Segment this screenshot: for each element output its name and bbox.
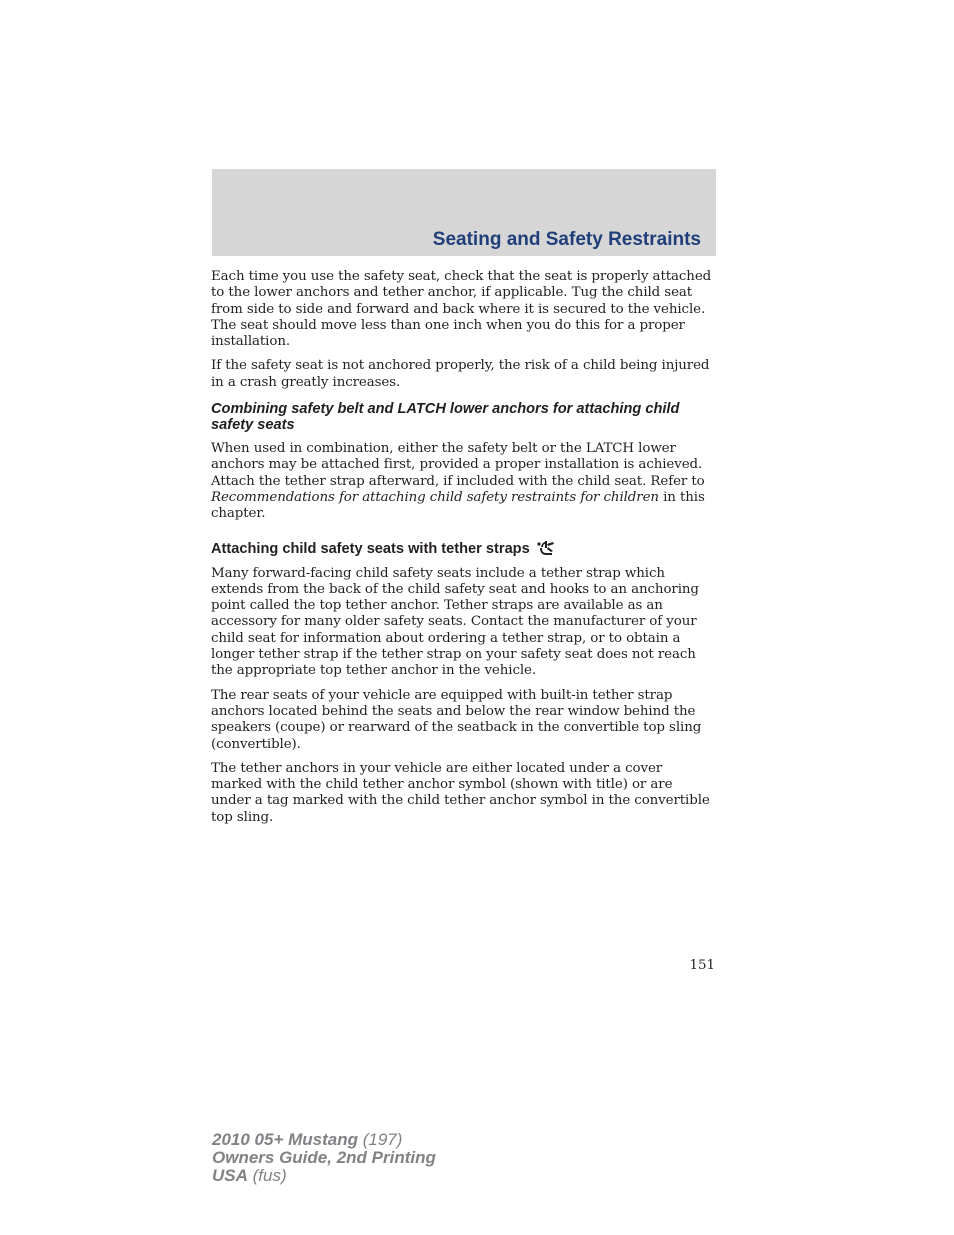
section-header-band (212, 169, 716, 256)
page-number: 151 (689, 958, 715, 973)
paragraph-check-installation: Each time you use the safety seat, check that the seat is properly attached to the lower anchors and tether anchor, if applicable. Tug the child seat from side to side and forward and back where it is secured to the vehicle. The seat should move less than one inch when you do this for a proper installation. (211, 269, 712, 350)
footer-model: 2010 05+ Mustang (212, 1130, 358, 1149)
footer-model-code: (197) (358, 1130, 403, 1149)
footer-line-1 (212, 1131, 436, 1149)
heading-tether-straps (211, 539, 716, 557)
section-title: Seating and Safety Restraints (432, 229, 701, 250)
page-content (211, 269, 716, 834)
heading-tether-straps-label: Attaching child safety seats with tether straps (211, 540, 530, 557)
footer-line-2: Owners Guide, 2nd Printing (212, 1148, 436, 1167)
paragraph-anchor-locations: The tether anchors in your vehicle are either located under a cover marked with the child tether anchor symbol (shown with title) or are under a tag marked with the child tether anchor symbol in the convertible top sling. (211, 760, 710, 825)
footer-market-code: (fus) (247, 1166, 287, 1185)
footer-market: USA (212, 1166, 248, 1185)
document-footer (212, 1131, 436, 1185)
paragraph-rear-seat-anchors: The rear seats of your vehicle are equipped with built-in tether strap anchors located behind the seats and below the rear window behind the speakers (coupe) or rearward of the seatback in the convertible top sling (convertible). (211, 687, 702, 752)
paragraph-combination-end: in this chapter. (211, 489, 705, 522)
paragraph-combination (211, 441, 716, 522)
heading-combining-latch: Combining safety belt and LATCH lower anchors for attaching child safety seats (211, 401, 680, 434)
paragraph-tether-strap-info: Many forward-facing child safety seats include a tether strap which extends from the back of the child safety seat and hooks to an anchoring point called the top tether anchor. Tether straps are available as an accessory for many older safety seats. Contact the manufacturer of your child seat for information about ordering a tether strap, or to obtain a longer tether strap if the tether strap on your safety seat does not reach the appropriate top tether anchor in the vehicle. (211, 565, 699, 679)
footer-line-3 (212, 1167, 436, 1185)
paragraph-risk-warning: If the safety seat is not anchored properly, the risk of a child being injured in a crash greatly increases. (211, 358, 710, 390)
paragraph-combination-start: When used in combination, either the safety belt or the LATCH lower anchors may be attached first, provided a proper installation is achieved. Attach the tether strap afterward, if included with the child seat. Refer to (211, 441, 705, 489)
child-tether-anchor-icon (536, 539, 556, 557)
reference-recommendations: Recommendations for attaching child safety restraints for children (211, 489, 659, 505)
